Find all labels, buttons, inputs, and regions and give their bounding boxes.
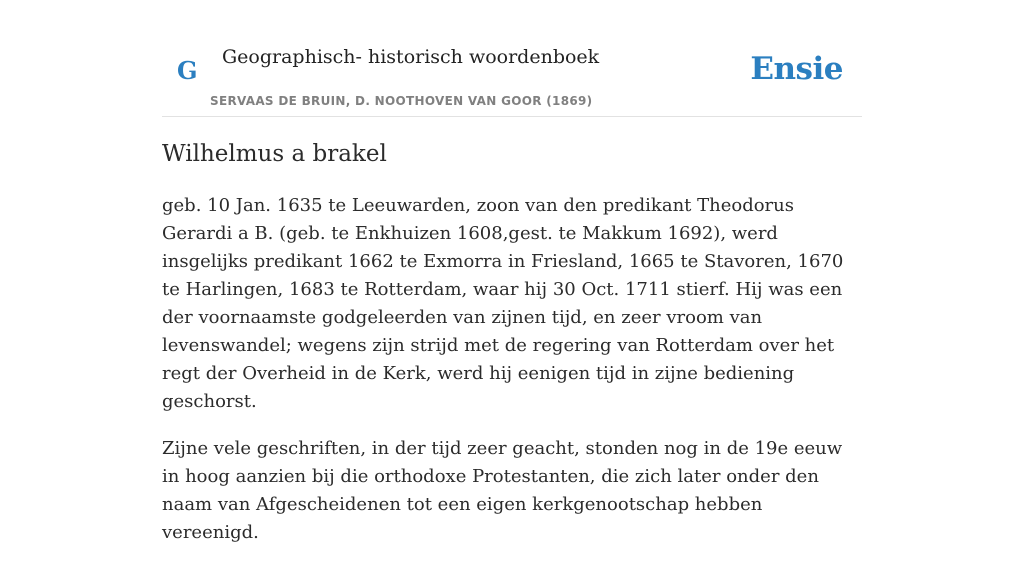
ensie-logo[interactable]: Ensie	[750, 51, 843, 87]
book-title-link[interactable]: Geographisch- historisch woordenboek	[222, 46, 600, 68]
page-container	[162, 0, 862, 543]
entry-body	[162, 192, 862, 566]
book-author: SERVAAS DE BRUIN, D. NOOTHOVEN VAN GOOR (1869)	[210, 94, 593, 108]
entry-paragraph: geb. 10 Jan. 1635 te Leeuwarden, zoon van den predikant Theodorus Gerardi a B. (geb. te Enkhuizen 1608,gest. te Makkum 1692), werd insgelijks predikant 1662 te Exmorra in Friesland, 1665 te Stavoren, 1670 te Harlingen, 1683 te Rotterdam, waar hij 30 Oct. 1711 stierf. Hij was een der voornaamste godgeleerden van zijnen tijd, en zeer vroom van levenswandel; wegens zijn strijd met de regering van Rotterdam over het regt der Overheid in de Kerk, werd hij eenigen tijd in zijne bediening geschorst.	[162, 195, 844, 412]
book-header	[162, 0, 862, 117]
book-initial-icon[interactable]: G	[177, 56, 198, 85]
entry-title: Wilhelmus a brakel	[162, 141, 387, 167]
entry-paragraph: Zijne vele geschriften, in der tijd zeer geacht, stonden nog in de 19e eeuw in hoog aanzien bij die orthodoxe Protestanten, die zich later onder den naam van Afgescheidenen tot een eigen kerkgenootschap hebben vereenigd.	[162, 438, 843, 543]
